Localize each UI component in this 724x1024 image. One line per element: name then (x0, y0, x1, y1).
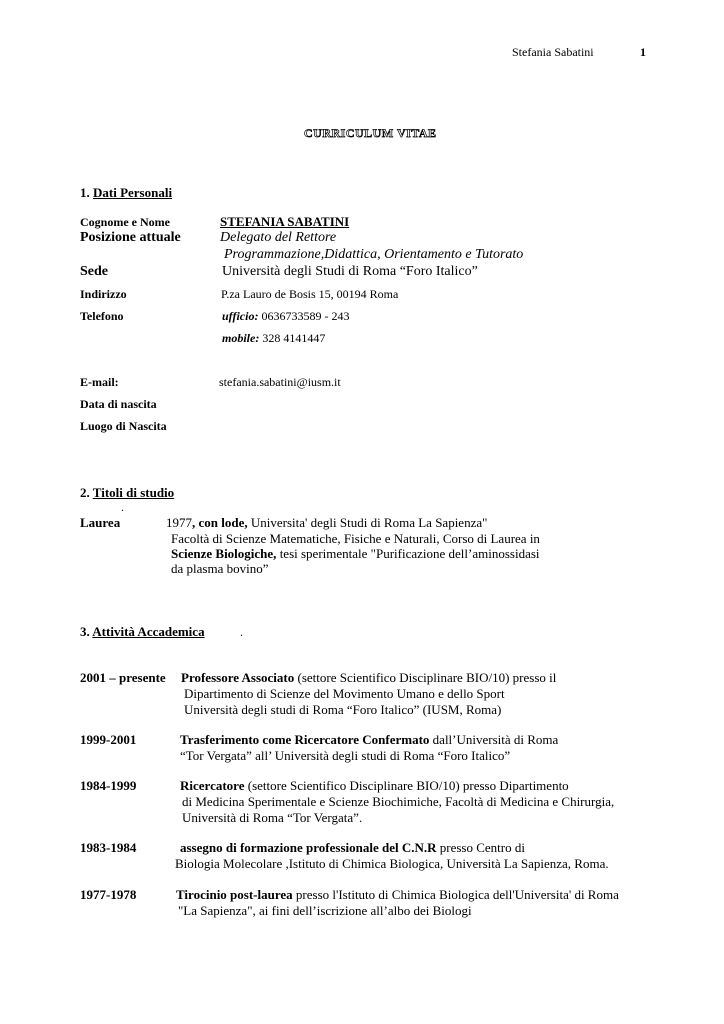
degree-year: 1977 (166, 515, 192, 530)
mobile-phone-label: mobile: (222, 331, 260, 345)
section-2-heading (80, 485, 174, 501)
degree-line-4: da plasma bovino” (171, 561, 269, 576)
entry-title: assegno di formazione professionale del C.N.R (180, 840, 437, 855)
seat-label: Sede (80, 264, 108, 279)
entry-title: Ricercatore (180, 778, 245, 793)
section-1-title: Dati Personali (93, 185, 173, 200)
degree-subject: Scienze Biologiche, (171, 546, 277, 561)
entry-years: 1977-1978 (80, 887, 137, 902)
section-2-dot: . (121, 500, 124, 514)
entry-detail: (settore Scientifico Disciplinare BIO/10) presso Dipartimento (244, 778, 569, 793)
entry-line-1 (180, 840, 525, 856)
section-2-title: Titoli di studio (92, 485, 175, 500)
entry-years: 1999-2001 (80, 732, 137, 747)
entry-title: Tirocinio post-laurea (176, 887, 293, 902)
degree-line-3 (171, 546, 540, 562)
section-1-number: 1. (80, 185, 90, 200)
section-3-heading (80, 624, 205, 640)
email-value[interactable]: stefania.sabatini@iusm.it (219, 375, 341, 389)
position-label: Posizione attuale (80, 230, 181, 245)
section-3-dot: . (240, 625, 243, 639)
section-3-title: Attività Accademica (92, 624, 205, 639)
document-title: CURRICULUM VITAE (304, 126, 437, 140)
degree-line-2: Facoltà di Scienze Matematiche, Fisiche e Naturali, Corso di Laurea in (171, 531, 540, 546)
entry-line-1 (180, 778, 569, 794)
mobile-phone (222, 331, 325, 346)
entry-detail: presso l'Istituto di Chimica Biologica dell'Universita' di Roma (292, 887, 619, 902)
birthplace-label: Luogo di Nascita (80, 419, 167, 433)
entry-title: Trasferimento come Ricercatore Confermato (180, 732, 430, 747)
email-label: E-mail: (80, 375, 119, 389)
page-number: 1 (640, 45, 646, 59)
entry-years: 1983-1984 (80, 840, 137, 855)
office-phone (222, 309, 349, 324)
degree-thesis: tesi sperimentale "Purificazione dell’aminossidasi (276, 546, 540, 561)
mobile-phone-value: 328 4141447 (262, 331, 326, 345)
position-line-2: Programmazione,Didattica, Orientamento e Tutorato (224, 247, 524, 262)
entry-line-3: Università di Roma “Tor Vergata”. (182, 810, 363, 825)
seat-value: Università degli Studi di Roma “Foro Italico” (222, 264, 478, 279)
degree-label: Laurea (80, 515, 121, 530)
phone-label: Telefono (80, 309, 124, 323)
entry-line-1 (181, 670, 556, 686)
entry-detail: presso Centro di (436, 840, 525, 855)
office-phone-label: ufficio: (222, 309, 259, 323)
birthdate-label: Data di nascita (80, 397, 157, 411)
entry-detail: dall’Università di Roma (429, 732, 559, 747)
section-3-number: 3. (80, 624, 90, 639)
header-author: Stefania Sabatini (512, 45, 594, 59)
entry-line-1 (180, 732, 558, 748)
office-phone-value: 0636733589 - 243 (261, 309, 350, 323)
entry-line-1 (176, 887, 619, 903)
entry-line-2: Biologia Molecolare ,Istituto di Chimica Biologica, Università La Sapienza, Roma. (175, 856, 609, 871)
degree-honors: , con lode, (192, 515, 248, 530)
entry-title: Professore Associato (181, 670, 295, 685)
position-line-1: Delegato del Rettore (220, 230, 337, 245)
name-value: STEFANIA SABATINI (220, 214, 350, 229)
entry-line-2: Dipartimento di Scienze del Movimento Umano e dello Sport (184, 686, 505, 701)
address-value: P.za Lauro de Bosis 15, 00194 Roma (221, 287, 399, 301)
entry-detail: (settore Scientifico Disciplinare BIO/10) presso il (294, 670, 557, 685)
section-2-number: 2. (80, 485, 90, 500)
entry-years: 2001 – presente (80, 670, 166, 685)
entry-line-2: di Medicina Sperimentale e Scienze Biochimiche, Facoltà di Medicina e Chirurgia, (182, 794, 615, 809)
degree-line-1 (166, 515, 487, 531)
section-1-heading (80, 185, 172, 201)
degree-university: Universita' degli Studi di Roma La Sapienza" (247, 515, 488, 530)
address-label: Indirizzo (80, 287, 127, 301)
entry-line-2: “Tor Vergata” all’ Università degli studi di Roma “Foro Italico” (180, 748, 511, 763)
name-label: Cognome e Nome (80, 215, 170, 229)
entry-years: 1984-1999 (80, 778, 137, 793)
entry-line-2: "La Sapienza", ai fini dell’iscrizione all’albo dei Biologi (178, 903, 472, 918)
entry-line-3: Università degli studi di Roma “Foro Italico” (IUSM, Roma) (184, 702, 502, 717)
